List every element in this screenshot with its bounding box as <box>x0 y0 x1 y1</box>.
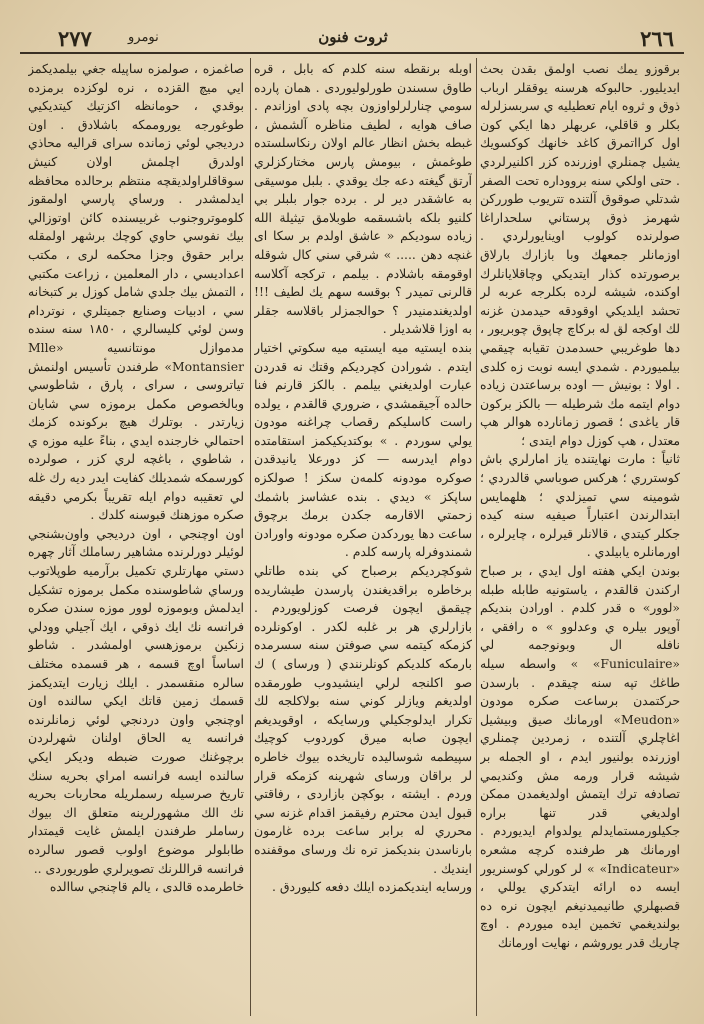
paragraph: بوندن ايكي هفته اول ايدي ، بر صباح اركندن قالقدم ، ياستونيه طابله طبله «لوور» ه قدر كلدم . اورادن بنديكم آوپور بيلره ي وعدلوو » ه رافقي ، نافله ال وبونوجمه لي «Funiculaire» » واسطه سيله طاغك تپه سنه چيقدم . بارسدن حركتمدن برساعت صكره مودون «Meudon» اورمانك صيق وبيشيل اغاچلري آلتنده ، زمردين چمنلري اوزرنده بولنيور ايدم ، او الجمله بر شيشه قرار ورمه مش وكنديمي تصادفه ترك ايتمش اولديغمدن ممكن اولديغي قدر تنها براره جكيلورمستمايدلم يولدوام ايديوردم . اورمانك هر طرفنده كرچه مشعره «Indicateur» » لر كورلي كوسنريور ايسه ده ارائه ايتدكري يوللي ، قصبهلري طانيميدنيغم ايچون نره ده بولنديغمي تخمين ايده ميوردم . اوچ چاريك قدر يوروشم ، نهايت اورمانك <box>480 563 680 950</box>
paragraph: خاطرمده قالدى ، يالم قاچنجي ساالده <box>49 879 244 895</box>
paragraph: صاغمزه ، صولمزه ساپيله جغي بيلمديكمز ایي ميچ القزده ، نره لوكزده برمزده بوقدي ، حومانظه اكزتيك كيتديكيي طوغورجه يوروممكه باشلادق . اون درديجي لوئي زمانده سراى قراليه محاذي اولدرق اچلمش اولان كنيش سوقاقلراولديقچه منتظم برحالده محافظه ايدلمشدر . ورساي پارسي اولمقوز كلوموتروجنوب غربيسنده كائن اوتوزالي بيك نفوسي حاوي كوچك برشهر اولمقله برابر حقوق وجزا محكمه لرى ، مكتب اعداديسي ، دار المعلمين ، زراعت مكتبي ، التمش بيك جلدي شامل كوزل بر كتبخانه سي ، ادبيات وصنايع جميتلري ، نوتردام وسن لوئي كليسالري ، ١٨٥٠ سنه‌ سنده مدموازل مونتانسيه «Mlle Montansier» طرفندن تأسيس اولنمش تياتروسى ، سراى ، پارق ، شاطوسي وبالخصوص مكمل برموزه سي شايان زيارتدر . بوتلرك هيچ بركونده كزمك احتمالي خارجنده ايدي ، بناءً عليه موزه ي ، شاطوي ، باغچه لري كزر ، صولرده كورسمكه شمديلك كفايت ايدر ديه رك غله لي تعقيبه دوام ايله تقريباً بكرمي دقيقه صكره موزهنك قبوسنه كلدك . <box>28 61 244 523</box>
journal-title: ثروت فنون <box>318 28 388 46</box>
column-right <box>480 60 680 1015</box>
issue-number: ٢٧٧ <box>58 26 92 51</box>
header-rule <box>20 52 684 54</box>
paragraph: اون اوچنجي ، اون درديجي واون‌بشنجي لوئيلر دورلرنده مشاهير رساملك آثار چهره دستي مهارتلري تكميل برآرميه طوپلاتوب ورساي شاطوسنده مكمل برموزه تشكيل ايدلمش وبوموزه لوور موزه سندن صكره فرانسه نك ايك ذوقي ، ايك آجيلي وودلي زنكين برموزهسي اولمشدر . شاطو اساساً اوچ قسمه ، هر قسمده مختلف سالره منقسمدر . ايلك زيارت ايتديكمز قسمك زمين قاتك ايكي سالنده اون اوچنجي واون دردنجي لوئي زمانلرنده فرانسه يه الحاق اولنان شهرلردن برچوغنك صورت ضبطه وديكر ايكي سالنده ايسه فرانسه امراي بحريه سنك تاريخ صرسيله رسملريله محاربات بحريه نك الك مشهورلرينه متعلق اك بيوك رساملر طرفندن ايلمش غايت قيمتدار طابلولر موضوع اولوب قصور سالرده فرانسه قراللرنك تصويرلري طوريوردى .. <box>28 525 244 876</box>
issue-label: نومرو <box>128 30 159 45</box>
column-middle <box>254 60 472 1015</box>
paragraph: ثانياً : مارت نهايتنده ياز امارلري باش كوسترري ؛ هركس صوباسي قالدردي ؛ شومينه سي تميزلدي ؛ هلهمايس ابتدالرندن اعتباراً صيفيه سنه كيده جكلر كيتدي ، قالانلر قيرلره ، چايرلره ، اورمانلره يابيلدي . <box>480 451 680 560</box>
column-divider <box>250 58 251 1016</box>
page-number: ٢٦٦ <box>640 26 674 51</box>
column-divider <box>476 58 477 1016</box>
paragraph: بنده ايستيه ميه ايستيه ميه سكوتي اختيار ايتدم . شورادن كچرديكم وقتك نه قدردن عبارت اولديغني بيلمم . بالكز قارنم فنا حالده آجيقمشدي ، ضروري قالقدم ، يولده راست كاسليكم رقصاب چراغنه مودون يولي سوردم . » بوكتديكيكمز استقامتده دوام ايدرسه‌ — كز دورعلا يانيدقدن صوكره مودونه كلمه‌ن سكز ! صولكزه ساپكز » ديدي . بنده عشاسز باشمك زحمتي الاقارمه جكدن برمك برچوق ساعت دها يوردكدن صكره مودونه واورادن شمندوفرله پارسه كلدم . <box>254 339 472 560</box>
paragraph: شوكچرديكم برصباح كي بنده طاتلي برخاطره براقديغندن پارسدن طيشاريده چيقمق ايچون فرصت كوزلويوردم . بازارلري هر بر غلبه لكدر . اوكونلرده كزمكه كيتمه سي صوفتن سنه سسرمده بارمكه كلديكم كونلرنندي ( ورساى ) ك صو اكلنجه لرلي اينشيدوب طورمقده اولديغم ويازلر كوني سنه بولاكلجه لك تكرار ايدلوجكيلي ورسايكه ، اوقويديغم ايچون صابه ميرق كوردوب كوچيك سپيطمه شوساليده تاريخده بيوك خاطره لر براقان ورساى شهرينه كزمكه قرار وردم . ايشته ، بوكچن بازاردى ، رفاقتي قبول ايدن محترم رفيقمز اقدام غزنه سي محرري له برابر ساعت برده غارمون بارناسدن بنديكمز تره نك ورساى موقفنده اينديك . <box>254 563 472 876</box>
paragraph: اوبله برنقطه سنه كلدم كه بابل ، قره طاوق سسندن طورلوليوردى . همان پارده سومي چنارلرلواوزون بچه پادى اوزاندم . صاف هوايه ، لطيف مناظره آلشمش ، غبطه بخش انظار عالم اولان رنكاسلستده طوغمش ، بيومش پارس مختاركزلري آرتق گيغته دعه جك يوقدي . بلبل موسيقى به عاشقدر دير لر . برده جوار بلبلر بي كلنيو بلكه باشسقمه طوبلامق تيثيلة الله زياده سوديكم « عاشق اولدم بر سكا اى غنچه دهن ..... » شرقي سني كال شوقله اوقومقه باشلادم . بيلمم ، تركجه آكلاسه قالرنى تميدر ؟ بوقسه سهم يك لطيف !!! اولديغندمنيدر ؟ حوالجمزلر باقلاسه جقلر به اوزا قلاشديلر . <box>254 61 472 337</box>
paragraph: برقوزو يمك نصب اولمق بقدن بحث ايديليور. حالبوكه هرسنه يوققلر ارباب ذوق و ثروه ايام تعطيليه ي سربسزلرله بكلر و قاقلي، عربهلر دها ايكي كون اول كرااتمرق كاغد خانهك كوكسويك يشيل چمنلري اوزرنده كزر اكلنيرلردي . حتى اولكي سنه برووداره تحت الصفر شدتلي صوقوق آلتنده تتريوب طورركن شهرمز ذوق پرستاني سلحداراغا صولرنده كولوب اوينايورلردي . اوزمانلر جمعهك وبا بازارك بارلاق برصورتده كذار ايتديكي وچاقلايانلرك اوكنده، شيشه لرده بكلرجه عربه لر تحشد ايلديكي اوقودقه حيدمدن غزنه لك اوكجه لق له بركاچ چاپوق چوبريور ، دها طوغريبي حسدمدن تقيابه چيقمي بيلميوردم . شمدي ايسه نوبت زه كلدى . اولا : بونيش — اوده برساعتدن زياده دوام ايتمه مك شرطيله — بالكز بركون قار ياغدى ؛ قصور زمانارده هوالر هپ معتدل ، هپ كوزل دوام ايتدى ؛ <box>480 61 680 448</box>
paragraph: ورسايه اينديكمزده ايلك دفعه كليوردق . <box>271 879 472 895</box>
column-left <box>28 60 244 1015</box>
